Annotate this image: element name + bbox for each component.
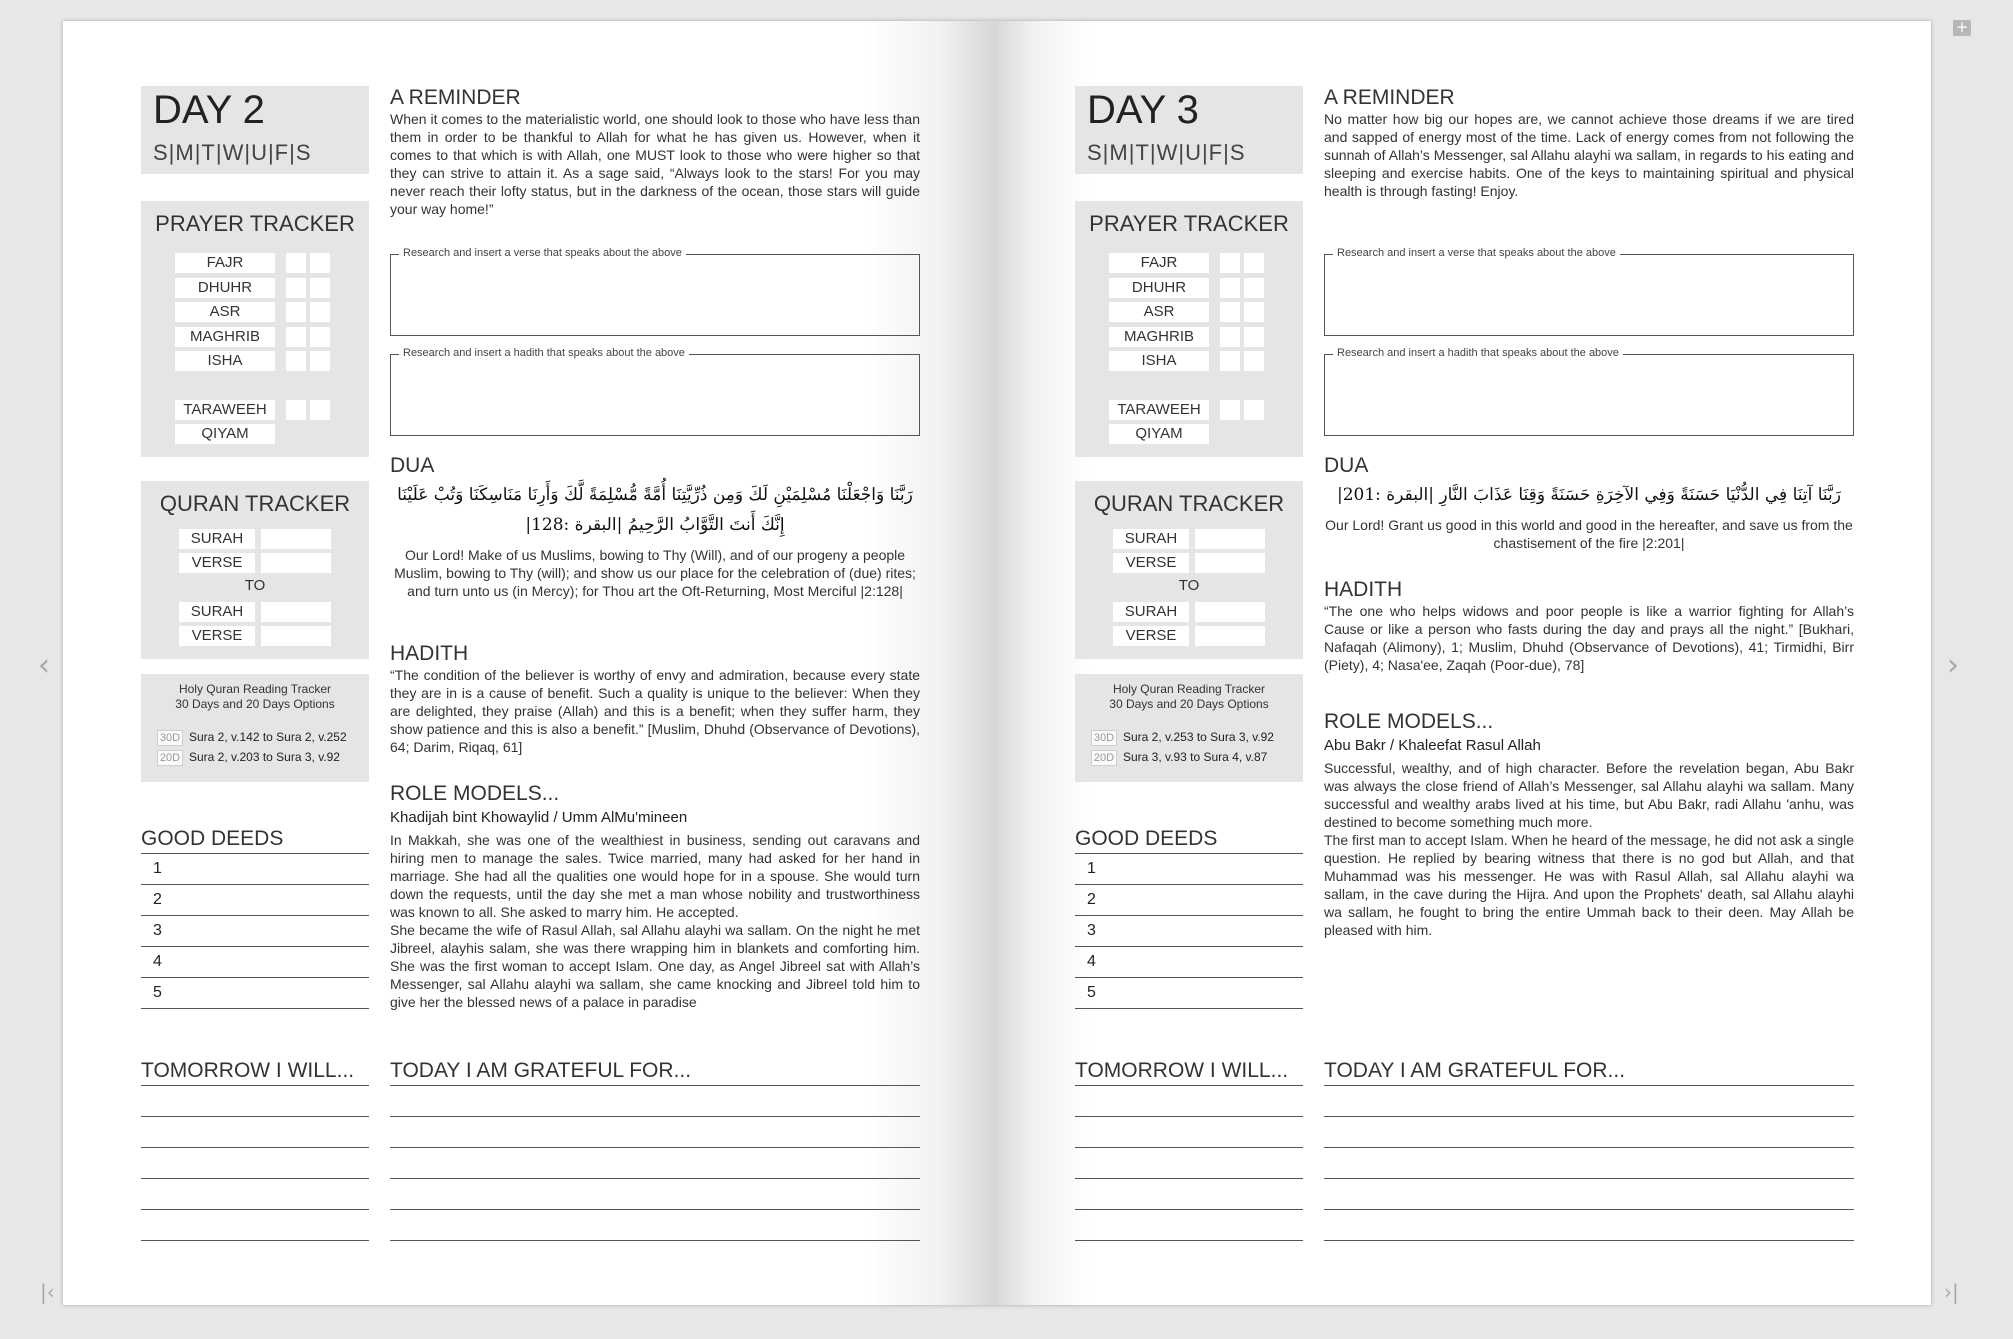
quran-row: [141, 553, 369, 573]
next-page-icon[interactable]: ›: [1947, 648, 1959, 683]
prayer-checkbox[interactable]: [286, 400, 306, 420]
quran-row: [1075, 602, 1303, 622]
plan-tag: 20D: [157, 750, 183, 766]
good-deed-line[interactable]: 2: [1075, 885, 1303, 916]
weekday-selector[interactable]: S|M|T|W|U|F|S: [1087, 140, 1246, 165]
writing-line[interactable]: [141, 1148, 369, 1179]
quran-label: SURAH: [179, 529, 255, 549]
quran-label: VERSE: [179, 626, 255, 646]
reminder-text: No matter how big our hopes are, we cannot achieve those dreams if we are tired and sapped of energy most of the time. Lack of energy comes from not following the sunnah of Allah’s Messenger, sal Allahu alayhi wa sallam, in regards to his eating and sleeping and exercise habits. One of the keys to maintaining spiritual and physical health is through fasting! Enjoy.: [1324, 111, 1854, 199]
prayer-label: FAJR: [175, 253, 275, 273]
tomorrow-section: [1075, 1059, 1303, 1241]
good-deed-line[interactable]: 4: [1075, 947, 1303, 978]
good-deed-line[interactable]: 4: [141, 947, 369, 978]
quran-label: VERSE: [1113, 626, 1189, 646]
role-model-paragraph: The first man to accept Islam. When he heard of the message, he did not ask a single question. He replied by bearing witness that there is no god but Allah, and that Muhammad was his messenger. He was with Rasul Allah, sal Allahu alayhi wa sallam, in the cave during the Hijra. And upon the Prophets' death, sal Allahu alayhi wa sallam, he fought to bring the entire Ummah back to their deen. May Allah be pleased with him.: [1324, 832, 1854, 938]
day-header: [1075, 86, 1303, 174]
role-model-paragraph: In Makkah, she was one of the wealthiest in business, sending out caravans and hiring men to manage the sales. Twice married, many had asked for her hand in marriage. She had all the qualities one would hope for in a spouse. She would turn down the requests, until the day she met a man whose nobility and trustworthiness was known to all. She asked to marry him. He accepted.: [390, 832, 920, 920]
writing-line[interactable]: [390, 1210, 920, 1241]
prayer-checkbox[interactable]: [286, 302, 306, 322]
good-deeds-title: GOOD DEEDS: [1075, 827, 1303, 854]
hadith-text: “The one who helps widows and poor people is like a warrior fighting for Allah’s Cause or like a person who fasts during the day and prays all the night.” [Bukhari, Nafaqah (Alimony), 1; Muslim, Dhuhd (Observance of Devotions), 41; Tirmidhi, Birr (Piety), 4; Nasa'ee, Zaqah (Poor-due), 78]: [1324, 603, 1854, 673]
prayer-label: DHUHR: [1109, 278, 1209, 298]
good-deed-line[interactable]: 2: [141, 885, 369, 916]
prayer-checkbox[interactable]: [1220, 278, 1240, 298]
tomorrow-section: [141, 1059, 369, 1241]
writing-line[interactable]: [390, 1086, 920, 1117]
plan-text: Sura 2, v.142 to Sura 2, v.252: [189, 730, 347, 744]
good-deed-line[interactable]: 3: [141, 916, 369, 947]
plan-text: Sura 2, v.253 to Sura 3, v.92: [1123, 730, 1274, 744]
prayer-checkbox[interactable]: [1220, 351, 1240, 371]
prayer-checkbox[interactable]: [1244, 351, 1264, 371]
prayer-label: FAJR: [1109, 253, 1209, 273]
prayer-checkbox[interactable]: [310, 302, 330, 322]
prayer-checkbox[interactable]: [286, 278, 306, 298]
good-deeds: [1075, 827, 1303, 1009]
dua-arabic: رَبَّنَا آتِنَا فِي الدُّنْيَا حَسَنَةً وَفِي الآخِرَةِ حَسَنَةً وَقِنَا عَذَابَ النَّارِ |البقرة :201|: [1336, 485, 1841, 505]
last-page-icon[interactable]: ›|: [1944, 1280, 1959, 1304]
role-model-name: Khadijah bint Khowaylid / Umm AlMu'mineen: [390, 809, 688, 826]
prayer-label: QIYAM: [175, 424, 275, 444]
reading-plan-row: [1091, 730, 1274, 745]
quran-input[interactable]: [261, 602, 331, 622]
prayer-label: MAGHRIB: [175, 327, 275, 347]
add-note-icon[interactable]: +: [1953, 20, 1971, 36]
hadith-title: HADITH: [390, 642, 469, 665]
prayer-label: TARAWEEH: [175, 400, 275, 420]
good-deed-line[interactable]: 3: [1075, 916, 1303, 947]
quran-input[interactable]: [261, 553, 331, 573]
quran-label: VERSE: [1113, 553, 1189, 573]
quran-input[interactable]: [261, 529, 331, 549]
quran-label: SURAH: [1113, 529, 1189, 549]
writing-line[interactable]: [1324, 1086, 1854, 1117]
dua-section: [390, 454, 920, 600]
writing-line[interactable]: [1075, 1117, 1303, 1148]
day-title: DAY 2: [153, 88, 265, 132]
role-models-section: [1324, 710, 1854, 939]
quran-to-label: TO: [1178, 577, 1200, 594]
reminder-section: [1324, 86, 1854, 200]
quran-tracker: [141, 481, 369, 659]
good-deeds: [141, 827, 369, 1009]
prayer-label: QIYAM: [1109, 424, 1209, 444]
quran-input[interactable]: [1195, 553, 1265, 573]
previous-page-icon[interactable]: ‹: [38, 648, 50, 683]
quran-tracker: [1075, 481, 1303, 659]
hadith-section: [390, 642, 920, 756]
hadith-section: [1324, 578, 1854, 674]
quran-row: [141, 577, 369, 597]
writing-line[interactable]: [1075, 1210, 1303, 1241]
quran-row: [141, 529, 369, 549]
role-model-paragraph: Successful, wealthy, and of high character. Before the revelation began, Abu Bakr was always the close friend of Allah’s Messenger, sal Allahu alayhi wa sallam. Many successful and wealthy arabs lived at his time, but Abu Bakr, radi Allahu 'anhu, was destined to become something much more.: [1324, 760, 1854, 830]
prayer-label: DHUHR: [175, 278, 275, 298]
prayer-checkbox[interactable]: [310, 400, 330, 420]
quran-label: SURAH: [179, 602, 255, 622]
hadith-prompt: Research and insert a hadith that speaks about the above: [1333, 347, 1623, 359]
writing-line[interactable]: [1075, 1148, 1303, 1179]
quran-row: [141, 602, 369, 622]
writing-line[interactable]: [1324, 1148, 1854, 1179]
writing-line[interactable]: [390, 1148, 920, 1179]
writing-line[interactable]: [1075, 1086, 1303, 1117]
reminder-title: A REMINDER: [1324, 86, 1455, 109]
hadith-text: “The condition of the believer is worthy of envy and admiration, because every state they are in is a cause of benefit. Such a quality is unique to the believer: When they are delighted, they praise (Allah) and this is a benefit; when they suffer harm, they show patience and this is also a benefit.” [Muslim, Dhuhd (Observance of Devotions), 64; Darim, Riqaq, 61]: [390, 667, 920, 755]
reading-plan-subtitle: 30 Days and 20 Days Options: [1109, 697, 1269, 711]
day-header: [141, 86, 369, 174]
writing-line[interactable]: [141, 1086, 369, 1117]
reading-plan-subtitle: 30 Days and 20 Days Options: [175, 697, 335, 711]
quran-label: VERSE: [179, 553, 255, 573]
reading-plan: [1075, 674, 1303, 782]
book-spread: [63, 21, 1931, 1305]
weekday-selector[interactable]: S|M|T|W|U|F|S: [153, 140, 312, 165]
grateful-section: [1324, 1059, 1854, 1241]
writing-line[interactable]: [1324, 1117, 1854, 1148]
quran-row: [141, 626, 369, 646]
plan-text: Sura 3, v.93 to Sura 4, v.87: [1123, 750, 1268, 764]
prayer-checkbox[interactable]: [1220, 400, 1240, 420]
good-deeds-title: GOOD DEEDS: [141, 827, 369, 854]
prayer-checkbox[interactable]: [310, 278, 330, 298]
prayer-checkbox[interactable]: [1244, 302, 1264, 322]
writing-line[interactable]: [141, 1117, 369, 1148]
prayer-checkbox[interactable]: [310, 253, 330, 273]
dua-section: [1324, 454, 1854, 552]
role-model-name: Abu Bakr / Khaleefat Rasul Allah: [1324, 737, 1541, 754]
writing-line[interactable]: [1075, 1179, 1303, 1210]
prayer-tracker: [141, 201, 369, 457]
verse-box[interactable]: [390, 247, 920, 336]
good-deed-line[interactable]: 1: [141, 854, 369, 885]
page-left: [63, 21, 997, 1305]
prayer-checkbox[interactable]: [1220, 253, 1240, 273]
quran-row: [1075, 626, 1303, 646]
dua-title: DUA: [1324, 454, 1369, 477]
quran-row: [1075, 577, 1303, 597]
prayer-label: MAGHRIB: [1109, 327, 1209, 347]
good-deed-line[interactable]: 5: [141, 978, 369, 1009]
quran-input[interactable]: [1195, 529, 1265, 549]
prayer-label: ASR: [1109, 302, 1209, 322]
plan-tag: 20D: [1091, 750, 1117, 766]
writing-line[interactable]: [390, 1117, 920, 1148]
tomorrow-title: TOMORROW I WILL...: [1075, 1059, 1303, 1086]
writing-line[interactable]: [1324, 1210, 1854, 1241]
prayer-checkbox[interactable]: [310, 327, 330, 347]
prayer-checkbox[interactable]: [310, 351, 330, 371]
writing-line[interactable]: [141, 1210, 369, 1241]
quran-input[interactable]: [261, 626, 331, 646]
good-deed-line[interactable]: 1: [1075, 854, 1303, 885]
prayer-label: ASR: [175, 302, 275, 322]
first-page-icon[interactable]: |‹: [40, 1280, 55, 1304]
quran-row: [1075, 529, 1303, 549]
reading-plan-row: [157, 730, 347, 745]
prayer-checkbox[interactable]: [286, 351, 306, 371]
hadith-box[interactable]: [1324, 347, 1854, 436]
role-models-title: ROLE MODELS...: [390, 782, 560, 805]
dua-translation: Our Lord! Grant us good in this world and good in the hereafter, and save us from the chastisement of the fire |2:201|: [1325, 517, 1853, 551]
prayer-checkbox[interactable]: [1244, 400, 1264, 420]
grateful-title: TODAY I AM GRATEFUL FOR...: [390, 1059, 920, 1086]
verse-prompt: Research and insert a verse that speaks about the above: [1333, 247, 1620, 259]
role-models-section: [390, 782, 920, 1011]
dua-title: DUA: [390, 454, 435, 477]
prayer-label: TARAWEEH: [1109, 400, 1209, 420]
quran-input[interactable]: [1195, 602, 1265, 622]
plan-tag: 30D: [157, 730, 183, 746]
prayer-checkbox[interactable]: [1244, 327, 1264, 347]
quran-tracker-title: QURAN TRACKER: [159, 491, 351, 516]
writing-line[interactable]: [390, 1179, 920, 1210]
plan-text: Sura 2, v.203 to Sura 3, v.92: [189, 750, 340, 764]
writing-line[interactable]: [1324, 1179, 1854, 1210]
reading-plan-title: Holy Quran Reading Tracker: [178, 682, 332, 696]
grateful-section: [390, 1059, 920, 1241]
prayer-tracker-title: PRAYER TRACKER: [155, 211, 355, 236]
plan-tag: 30D: [1091, 730, 1117, 746]
page-right: [997, 21, 1931, 1305]
quran-label: SURAH: [1113, 602, 1189, 622]
quran-input[interactable]: [1195, 626, 1265, 646]
quran-to-label: TO: [244, 577, 266, 594]
reading-plan-row: [157, 750, 340, 765]
verse-box[interactable]: [1324, 247, 1854, 336]
prayer-checkbox[interactable]: [1244, 253, 1264, 273]
writing-line[interactable]: [141, 1179, 369, 1210]
reading-plan-title: Holy Quran Reading Tracker: [1112, 682, 1266, 696]
hadith-box[interactable]: [390, 347, 920, 436]
reminder-title: A REMINDER: [390, 86, 521, 109]
good-deed-line[interactable]: 5: [1075, 978, 1303, 1009]
prayer-checkbox[interactable]: [286, 253, 306, 273]
prayer-tracker-title: PRAYER TRACKER: [1089, 211, 1289, 236]
prayer-label: ISHA: [1109, 351, 1209, 371]
prayer-checkbox[interactable]: [1220, 327, 1240, 347]
grateful-title: TODAY I AM GRATEFUL FOR...: [1324, 1059, 1854, 1086]
reminder-section: [390, 86, 920, 218]
prayer-checkbox[interactable]: [1220, 302, 1240, 322]
dua-arabic: رَبَّنَا وَاجْعَلْنَا مُسْلِمَيْنِ لَكَ وَمِن ذُرِّيَّتِنَا أُمَّةً مُّسْلِمَةً لَّكَ وَأَرِنَا مَنَاسِكَنَا وَتُبْ عَلَيْنَا إِنَّكَ أَنتَ التَّوَّابُ الرَّحِيمُ |البقرة :128|: [397, 485, 913, 535]
reading-plan-row: [1091, 750, 1267, 765]
tomorrow-title: TOMORROW I WILL...: [141, 1059, 369, 1086]
role-models-title: ROLE MODELS...: [1324, 710, 1494, 733]
reminder-text: When it comes to the materialistic world, one should look to those who have less than them in order to be thankful to Allah for what he has given us. However, when it comes to that which is with Allah, one MUST look to those who were higher so that they can strive to attain it. As a sage said, “Always look to the stars! For you may never reach their lofty status, but in the darkness of the ocean, those stars will guide your way home!”: [390, 111, 920, 217]
role-model-paragraph: She became the wife of Rasul Allah, sal Allahu alayhi wa sallam. On the night he met Jibreel, alayhis salam, she was there wrapping him in blankets and comforting him. She was the first woman to accept Islam. One day, as Angel Jibreel sat with Allah’s Messenger, sal Allahu alayhi wa sallam, she came knocking and Jibreel told him to give her the blessed news of a palace in paradise: [390, 922, 920, 1010]
hadith-title: HADITH: [1324, 578, 1403, 601]
day-title: DAY 3: [1087, 88, 1199, 132]
quran-row: [1075, 553, 1303, 573]
hadith-prompt: Research and insert a hadith that speaks about the above: [399, 347, 689, 359]
dua-translation: Our Lord! Make of us Muslims, bowing to Thy (Will), and of our progeny a people Muslim, bowing to Thy (will); and show us our place for the celebration of (due) rites; and turn unto us (in Mercy); for Thou art the Oft-Returning, Most Merciful |2:128|: [394, 547, 916, 599]
reading-plan: [141, 674, 369, 782]
prayer-checkbox[interactable]: [1244, 278, 1264, 298]
verse-prompt: Research and insert a verse that speaks about the above: [399, 247, 686, 259]
prayer-label: ISHA: [175, 351, 275, 371]
prayer-tracker: [1075, 201, 1303, 457]
prayer-checkbox[interactable]: [286, 327, 306, 347]
quran-tracker-title: QURAN TRACKER: [1093, 491, 1285, 516]
